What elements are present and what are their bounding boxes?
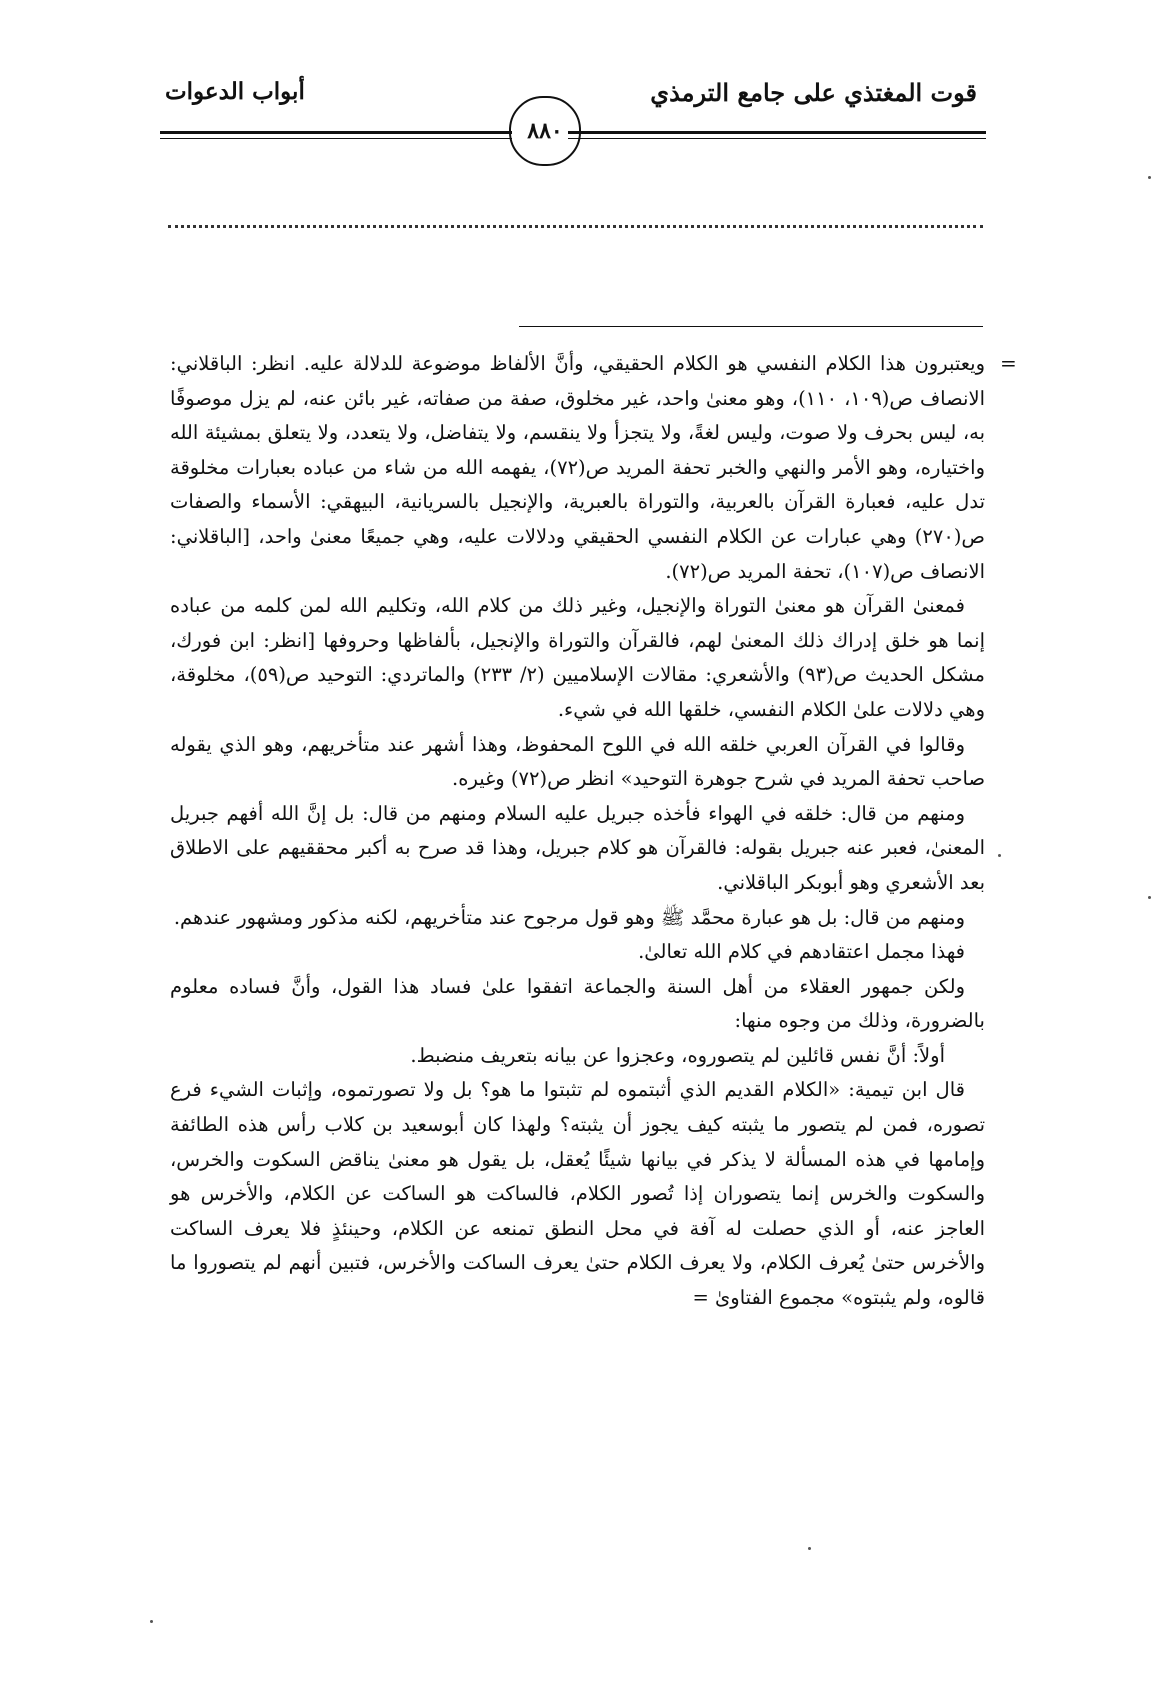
dotted-separator xyxy=(168,225,983,228)
book-title: قوت المغتذي على جامع الترمذي xyxy=(650,78,977,107)
footnote-text xyxy=(170,347,985,1316)
footnote-paragraph: ويعتبرون هذا الكلام النفسي هو الكلام الحقيقي، وأنَّ الألفاظ موضوعة للدلالة عليه. انظر: الباقلاني: الانصاف ص(١٠٩، ١١٠)، وهو معنىٰ واحد، غير مخلوق، صفة من صفاته، غير بائن عنه، لم يزل موصوفًا به، ليس بحرف ولا صوت، وليس لغةً، ولا يتجزأ ولا ينقسم، ولا يتفاضل، ولا يتعدد، ولا يتعلق بمشيئة الله واختياره، وهو الأمر والنهي والخبر تحفة المريد ص(٧٢)، يفهمه الله من شاء من عباده بعبارات مخلوقة تدل عليه، فعبارة القرآن بالعربية، والتوراة بالعبرية، والإنجيل بالسريانية، البيهقي: الأسماء والصفات ص(٢٧٠) وهي عبارات عن الكلام النفسي الحقيقي ودلالات عليه، وهي جميعًا معنىٰ واحد، [الباقلاني: الانصاف ص(١٠٧)، تحفة المريد ص(٧٢). xyxy=(170,352,985,583)
footnote-paragraph: أولاً: أنَّ نفس قائلين لم يتصوروه، وعجزوا عن بيانه بتعريف منضبط. xyxy=(410,1043,945,1067)
page-number-badge xyxy=(509,96,581,166)
footnote-paragraph: قال ابن تيمية: «الكلام القديم الذي أثبتموه لم تثبتوا ما هو؟ بل ولا تصورتموه، وإثبات الشيء فرع تصوره، فمن لم يتصور ما يثبته كيف يجوز أن يثبته؟ ولهذا كان أبوسعيد بن كلاب رأس هذه الطائفة وإمامها في هذه المسألة لا يذكر في بيانها شيئًا يُعقل، بل يقول هو معنىٰ يناقض السكوت والخرس، والسكوت والخرس إنما يتصوران إذا تُصور الكلام، فالساكت هو الساكت عن الكلام، والأخرس هو العاجز عنه، أو الذي حصلت له آفة في محل النطق تمنعه عن الكلام، وحينئذٍ فلا يعرف الساكت والأخرس حتىٰ يُعرف الكلام، ولا يعرف الكلام حتىٰ يعرف الساكت والأخرس، فتبين أنهم لم يتصوروا ما قالوه، ولم يثبتوه» مجموع الفتاوىٰ = xyxy=(170,1078,985,1310)
scan-speck xyxy=(150,1620,153,1623)
footnote-paragraph: ومنهم من قال: بل هو عبارة محمَّد ﷺ وهو قول مرجوح عند متأخريهم، لكنه مذكور ومشهور عندهم. xyxy=(173,905,965,929)
scan-speck xyxy=(808,1547,811,1550)
continuation-mark: = xyxy=(1000,351,1017,375)
header-rule-left-thin xyxy=(160,138,512,139)
footnote-paragraph: فمعنىٰ القرآن هو معنىٰ التوراة والإنجيل، وغير ذلك من كلام الله، وتكليم الله لمن كلمه من عباده إنما هو خلق إدراك ذلك المعنىٰ لهم، فالقرآن والتوراة والإنجيل، بألفاظها وحروفها [انظر: ابن فورك، مشكل الحديث ص(٩٣) والأشعري: مقالات الإسلاميين (٢/ ٢٣٣) والماتردي: التوحيد ص(٥٩)، مخلوقة، وهي دلالات علىٰ الكلام النفسي، خلقها الله في شيء. xyxy=(170,594,986,721)
footnote-paragraph: وقالوا في القرآن العربي خلقه الله في اللوح المحفوظ، وهذا أشهر عند متأخريهم، وهو الذي يقوله صاحب تحفة المريد في شرح جوهرة التوحيد» انظر ص(٧٢) وغيره. xyxy=(170,732,985,791)
header-rule-left xyxy=(160,131,512,134)
footnote-separator xyxy=(519,326,983,327)
footnote-paragraph: ومنهم من قال: خلقه في الهواء فأخذه جبريل عليه السلام ومنهم من قال: بل إنَّ الله أفهم جبريل المعنىٰ، فعبر عنه جبريل بقوله: فالقرآن هو كلام جبريل، وهذا قد صرح به أكبر محققيهم على الاطلاق بعد الأشعري وهو أبوبكر الباقلاني. xyxy=(170,801,985,894)
page-number: ٨٨٠ xyxy=(527,118,563,144)
footnote-paragraph: فهذا مجمل اعتقادهم في كلام الله تعالىٰ. xyxy=(638,940,965,964)
scan-speck xyxy=(998,854,1001,857)
chapter-title: أبواب الدعوات xyxy=(165,78,305,105)
header-rule-right xyxy=(568,131,986,134)
footnote-paragraph: ولكن جمهور العقلاء من أهل السنة والجماعة اتفقوا علىٰ فساد هذا القول، وأنَّ فساده معلوم بالضرورة، وذلك من وجوه منها: xyxy=(170,974,985,1033)
header-rule-right-thin xyxy=(568,138,986,139)
